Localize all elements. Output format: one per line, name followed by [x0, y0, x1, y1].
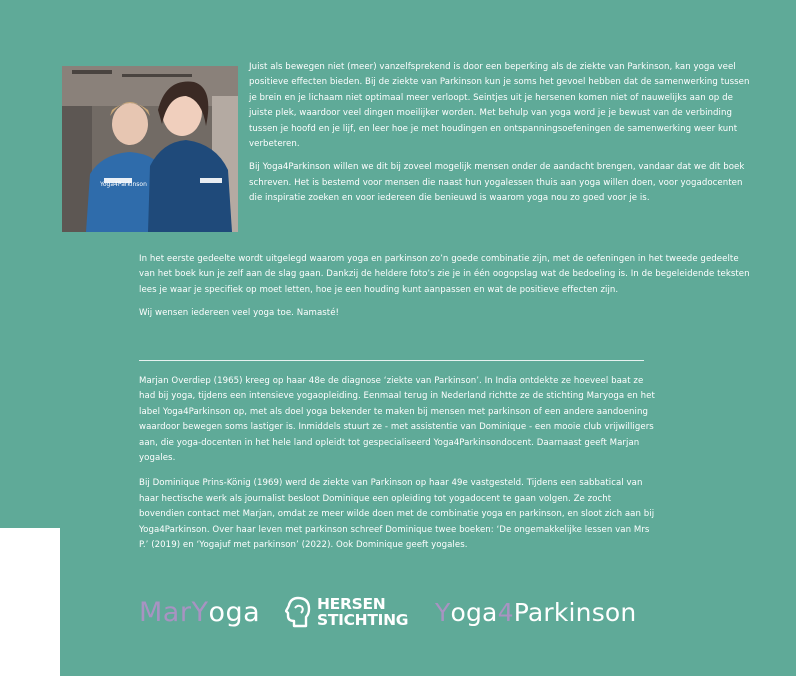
bio-dominique: Bij Dominique Prins-König (1969) werd de ziekte van Parkinson op haar 49e vastgesteld. Tijdens een sabbatical van haar hectische werk als journalist besloot Dominique een opleiding tot yogadocent te gaan volgen. Ze zocht bovendien contact met Marjan, omdat ze meer wilde doen met de combinatie yoga en parkinson, en sloot zich aan bij Yoga4Parkinson. Over haar leven met parkinson schreef Dominique twee boeken: ‘De ongemakkelijke lessen van Mrs P.’ (2019) en ‘Yogajuf met parkinson’ (2022). Ook Dominique geeft yogales.	[139, 478, 655, 551]
page-edge	[796, 0, 800, 676]
author-photo-illustration	[62, 66, 238, 232]
hersenstichting-logo	[285, 590, 408, 634]
shirt-logo-text: Yoga4Parkinson	[100, 181, 147, 188]
intro-text	[249, 60, 754, 207]
hersen-logo-line2: STICHTING	[317, 611, 409, 629]
maryoga-logo-mar: Mar	[139, 596, 192, 628]
author-photo	[62, 66, 238, 232]
maryoga-logo	[139, 590, 260, 634]
logo-row	[139, 590, 637, 634]
yoga4parkinson-logo	[435, 590, 636, 634]
author-bios	[139, 374, 656, 553]
hersen-logo-line1: HERSEN	[317, 595, 386, 613]
y4p-logo-parkinson: Parkinson	[513, 597, 637, 627]
y4p-logo-4: 4	[497, 597, 514, 627]
head-profile-icon	[285, 596, 311, 628]
intro-paragraph-1: Juist als bewegen niet (meer) vanzelfsprekend is door een beperking als de ziekte van Parkinson, kan yoga veel positieve effecten bieden. Bij de ziekte van Parkinson kun je soms het gevoel hebben dat de samenwerking tussen je brein en je lichaam niet optimaal meer verloopt. Seintjes uit je hersenen komen niet of nauwelijks aan op de juiste plek, waardoor veel dingen moeilijker worden. Met behulp van yoga word je je bewust van de verbinding tussen je hoofd en je lijf, en leer hoe je met houdingen en ontspanningsoefeningen de samenwerking weer kunt verbeteren.	[249, 62, 750, 150]
book-description	[139, 252, 754, 322]
closing-wish: Wij wensen iedereen veel yoga toe. Namasté!	[139, 308, 340, 319]
y4p-logo-oga: oga	[450, 597, 498, 627]
y4p-logo-y: Y	[435, 597, 451, 627]
maryoga-logo-y: Y	[191, 596, 209, 628]
page-corner	[0, 528, 60, 676]
bio-marjan: Marjan Overdiep (1965) kreeg op haar 48e de diagnose ‘ziekte van Parkinson’. In India ontdekte ze hoeveel baat ze had bij yoga, tijdens een intensieve yogaopleiding. Eenmaal terug in Nederland richtte ze de stichting Maryoga en het label Yoga4Parkinson op, met als doel yoga bekender te maken bij mensen met parkinson of een andere aandoening waardoor bewegen soms lastiger is. Inmiddels stuurt ze - met assistentie van Dominique - een mooie club vrijwilligers aan, die yoga-docenten in het hele land opleidt tot gespecialiseerd Yoga4Parkinsondocent. Daarnaast geeft Marjan yogales.	[139, 376, 655, 464]
intro-paragraph-2: Bij Yoga4Parkinson willen we dit bij zoveel mogelijk mensen onder de aandacht brengen, vandaar dat we dit boek schreven. Het is bestemd voor mensen die naast hun yogalessen thuis aan yoga willen doen, voor yogadocenten die inspiratie zoeken en voor iedereen die benieuwd is waarom yoga nou zo goed voor je is.	[249, 162, 745, 204]
description-paragraph: In het eerste gedeelte wordt uitgelegd waarom yoga en parkinson zo’n goede combinatie zijn, met de oefeningen in het tweede gedeelte van het boek kun je zelf aan de slag gaan. Dankzij de heldere foto’s zie je in één oogopslag wat de bedoeling is. In de begeleidende teksten lees je waar je specifiek op moet letten, hoe je een houding kunt aanpassen en wat de positieve effecten zijn.	[139, 254, 750, 295]
maryoga-logo-oga: oga	[208, 596, 261, 628]
section-divider	[139, 360, 644, 361]
